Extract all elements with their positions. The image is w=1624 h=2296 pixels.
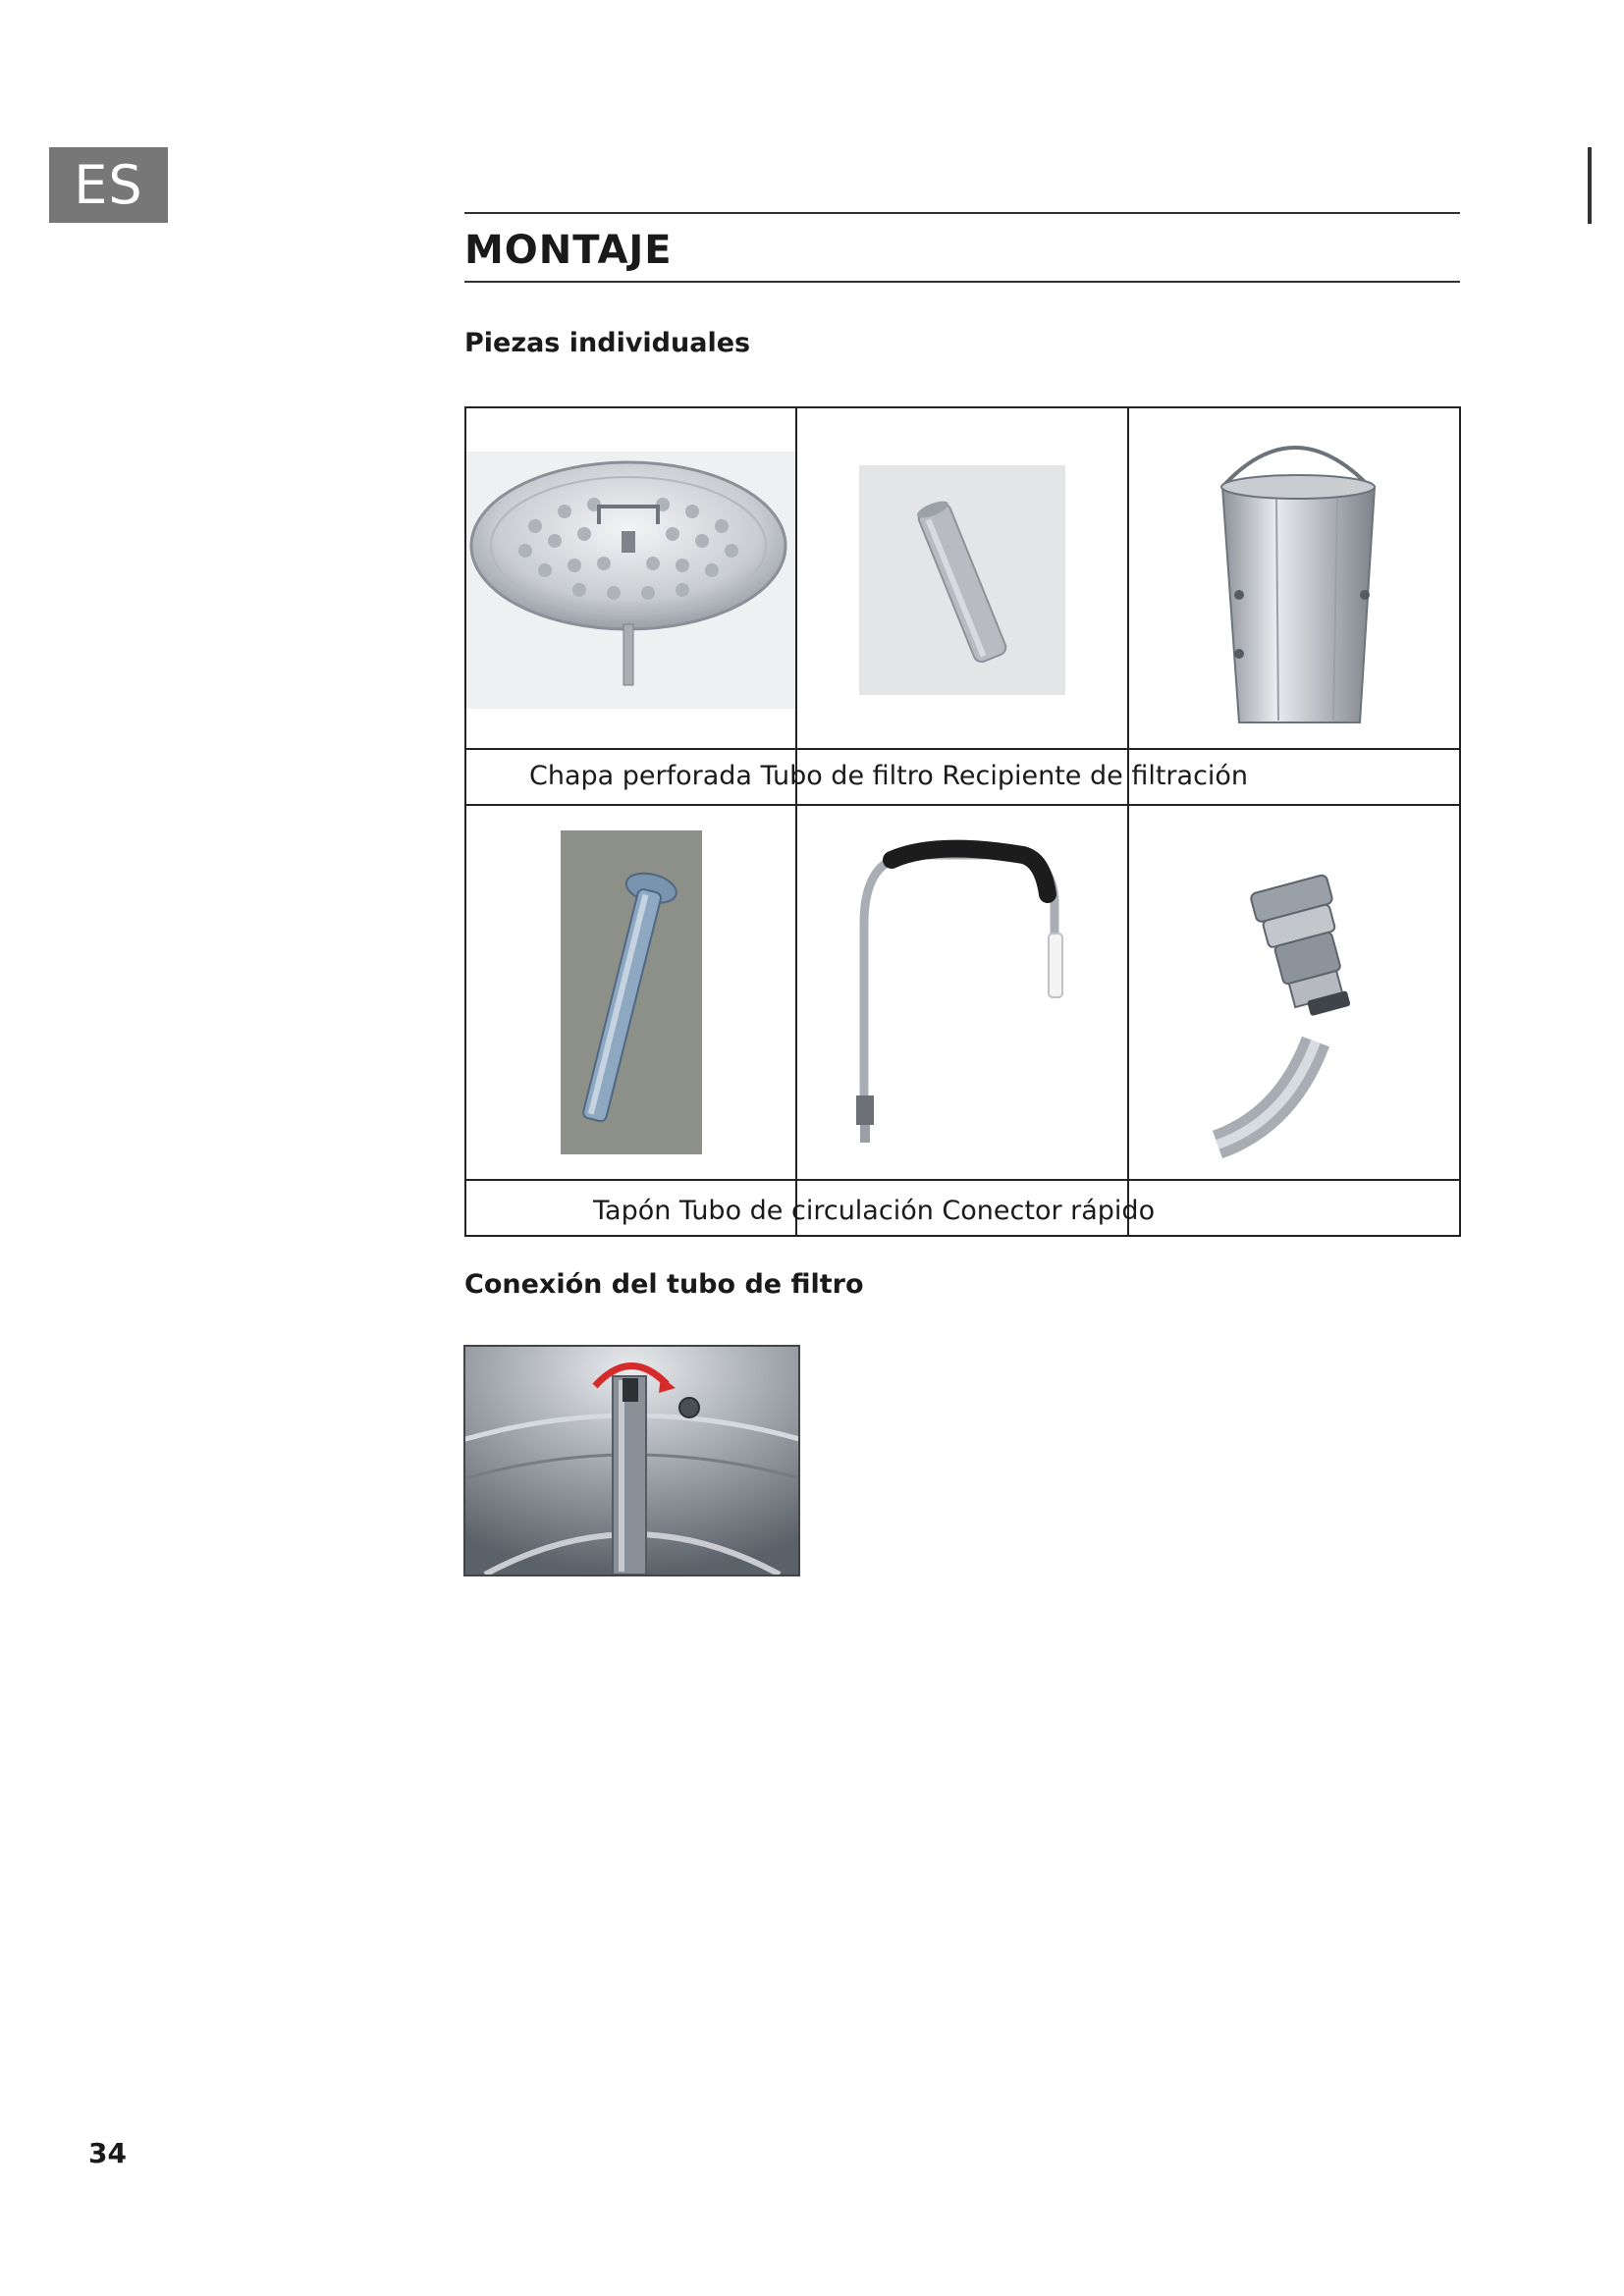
title-rule-top bbox=[464, 212, 1460, 214]
filter-bucket-photo bbox=[1129, 408, 1459, 748]
circulation-tube-photo bbox=[797, 806, 1127, 1179]
perforated-plate-photo bbox=[466, 408, 795, 748]
parts-table bbox=[464, 406, 1461, 1237]
row2-caption: Tapón Tubo de circulación Conector rápido bbox=[593, 1196, 1156, 1226]
connection-heading: Conexión del tubo de filtro bbox=[464, 1269, 864, 1300]
plug-photo bbox=[466, 806, 795, 1179]
page-title: MONTAJE bbox=[464, 228, 673, 273]
page-number: 34 bbox=[88, 2137, 127, 2169]
filter-tube-connection-photo bbox=[463, 1345, 800, 1576]
filter-tube-photo bbox=[797, 408, 1127, 748]
title-rule-bottom bbox=[464, 281, 1460, 283]
language-badge: ES bbox=[49, 147, 168, 223]
row1-caption: Chapa perforada Tubo de filtro Recipiente de filtración bbox=[529, 761, 1249, 791]
quick-connector-photo bbox=[1129, 806, 1459, 1179]
margin-mark bbox=[1588, 147, 1592, 224]
parts-heading: Piezas individuales bbox=[464, 328, 751, 358]
